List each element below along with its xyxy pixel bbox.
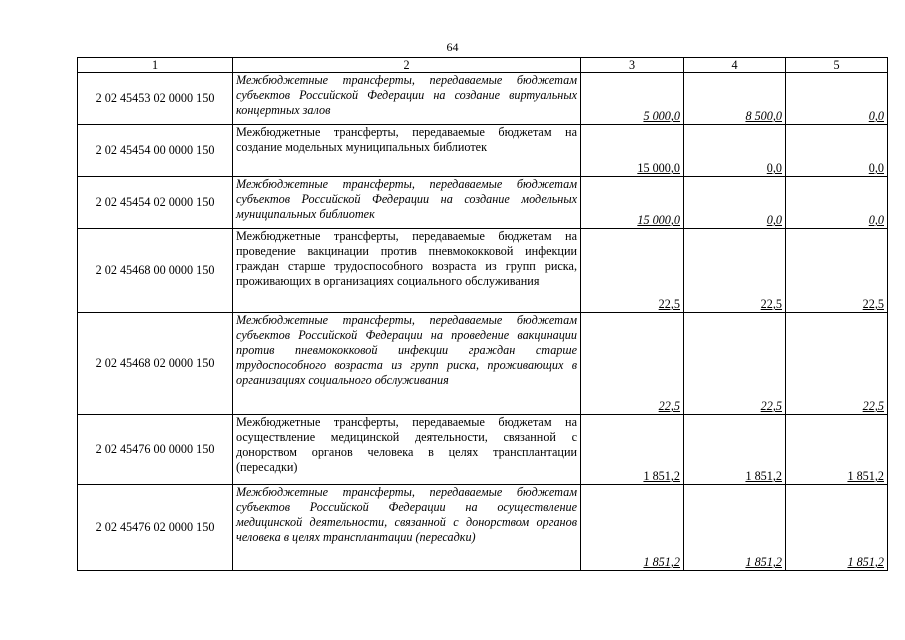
value-col-3: 22,5 — [658, 399, 680, 413]
value-col-5: 1 851,2 — [847, 555, 884, 569]
row-description: Межбюджетные трансферты, передаваемые бюджетам субъектов Российской Федерации на осуществление медицинской деятельности, связанной с донорством органов человека в целях трансплантации (пересадки) — [233, 485, 581, 571]
row-description: Межбюджетные трансферты, передаваемые бюджетам субъектов Российской Федерации на создание модельных муниципальных библиотек — [233, 177, 581, 229]
value-col-5: 1 851,2 — [847, 469, 884, 483]
budget-code: 2 02 45476 00 0000 150 — [78, 415, 233, 485]
column-header-5: 5 — [786, 58, 888, 73]
value-col-5: 0,0 — [868, 213, 884, 227]
row-description: Межбюджетные трансферты, передаваемые бюджетам субъектов Российской Федерации на проведение вакцинации против пневмококковой инфекции граждан старше трудоспособного возраста из групп риска, проживающих в организациях социального обслуживания — [233, 313, 581, 415]
value-col-5: 0,0 — [868, 109, 884, 123]
value-col-4: 8 500,0 — [745, 109, 782, 123]
value-col-3: 22,5 — [658, 297, 680, 311]
budget-code: 2 02 45454 00 0000 150 — [78, 125, 233, 177]
column-header-2: 2 — [233, 58, 581, 73]
value-col-4: 22,5 — [760, 399, 782, 413]
value-col-5: 22,5 — [862, 399, 884, 413]
table-row — [78, 313, 888, 415]
value-col-3: 1 851,2 — [643, 469, 680, 483]
value-col-3: 15 000,0 — [637, 213, 680, 227]
budget-code: 2 02 45468 00 0000 150 — [78, 229, 233, 313]
value-col-4: 1 851,2 — [745, 469, 782, 483]
row-description: Межбюджетные трансферты, передаваемые бюджетам на проведение вакцинации против пневмококковой инфекции граждан старше трудоспособного возраста из групп риска, проживающих в организациях социального обслуживания — [233, 229, 581, 313]
budget-code: 2 02 45454 02 0000 150 — [78, 177, 233, 229]
value-col-5: 0,0 — [868, 161, 884, 175]
table-row — [78, 229, 888, 313]
budget-code: 2 02 45468 02 0000 150 — [78, 313, 233, 415]
budget-code: 2 02 45476 02 0000 150 — [78, 485, 233, 571]
value-col-4: 1 851,2 — [745, 555, 782, 569]
column-header-4: 4 — [684, 58, 786, 73]
table-row — [78, 177, 888, 229]
budget-table — [77, 57, 888, 571]
value-col-4: 22,5 — [760, 297, 782, 311]
column-header-3: 3 — [581, 58, 684, 73]
table-header-row — [78, 58, 888, 73]
row-description: Межбюджетные трансферты, передаваемые бюджетам на создание модельных муниципальных библиотек — [233, 125, 581, 177]
table-row — [78, 73, 888, 125]
value-col-3: 15 000,0 — [637, 161, 680, 175]
table-row — [78, 415, 888, 485]
table-row — [78, 125, 888, 177]
page-number: 64 — [446, 40, 459, 54]
table-row — [78, 485, 888, 571]
value-col-4: 0,0 — [766, 213, 782, 227]
column-header-1: 1 — [78, 58, 233, 73]
value-col-3: 1 851,2 — [643, 555, 680, 569]
row-description: Межбюджетные трансферты, передаваемые бюджетам субъектов Российской Федерации на создание виртуальных концертных залов — [233, 73, 581, 125]
value-col-3: 5 000,0 — [643, 109, 680, 123]
row-description: Межбюджетные трансферты, передаваемые бюджетам на осуществление медицинской деятельности, связанной с донорством органов человека в целях трансплантации (пересадки) — [233, 415, 581, 485]
value-col-4: 0,0 — [766, 161, 782, 175]
budget-code: 2 02 45453 02 0000 150 — [78, 73, 233, 125]
value-col-5: 22,5 — [862, 297, 884, 311]
